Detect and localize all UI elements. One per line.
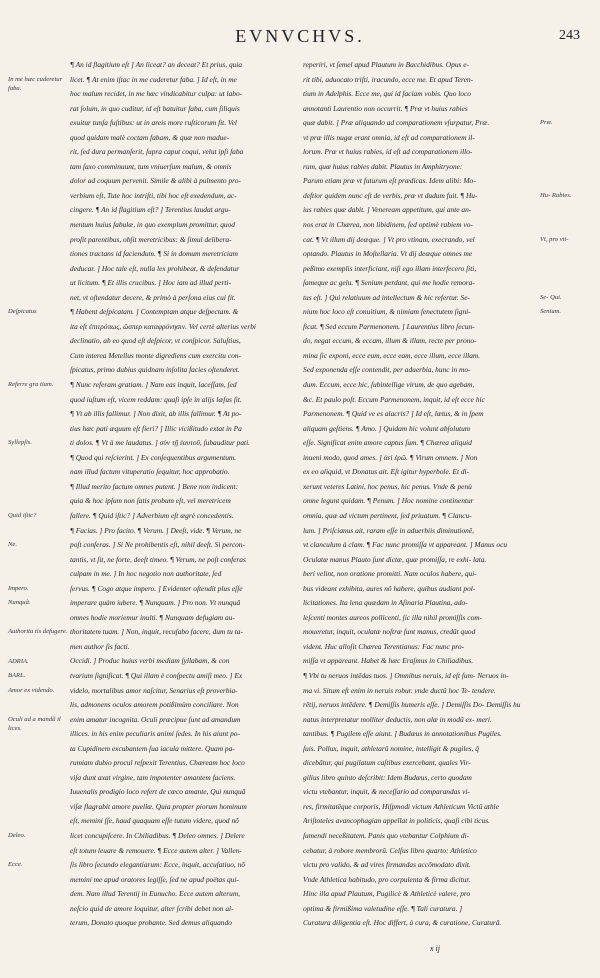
page-number: 243 [559, 28, 580, 43]
margin-note: ADRIA. [8, 657, 29, 665]
text-line: viſa dunt axat virgine, tam impotenter amantem faciens. [70, 772, 236, 782]
text-line: ¶ Facias. ] Pro facito. ¶ Verum. ] Deeſt, vide. ¶ Verum, ne [70, 525, 242, 535]
text-line: mentum huius fabulæ, in quo exemplum promittur, quod [70, 220, 235, 230]
text-line: lorum. Præ vt huius rabies, id eſt ad comparationem illo- [303, 147, 473, 157]
text-line: deducar. ] Hoc tale eſt, nulla lex prohibeat, & defendatur [70, 263, 240, 273]
margin-note: Præ. [540, 119, 553, 127]
text-line: res, firmitatẽque corporis, Hiſpmodi victum Athleticum Victũ athle [303, 801, 499, 811]
text-line: natus interpretatur molliter deductis, non alæ in modũ ex- meri. [303, 714, 492, 724]
text-line: neſcio quid de amore loquitur, alter ſcribi debet non al- [70, 903, 234, 913]
page-header [0, 26, 600, 52]
margin-note: In me hæc cuderetur faba. [8, 75, 63, 92]
text-line: deſtior quidem nunc eſt de verbis, præ vt dudum fuit. ¶ Hu- [303, 190, 478, 200]
text-line: Vnde Athletica habitudo, pro corpulenta & firma dicitur. [303, 874, 471, 884]
text-line: Oculatæ manus Plauto ſunt dictæ, quæ promiſſa, re exhi- lata. [303, 554, 487, 564]
text-line: proſit parentibus, obſit meretricibus: & ſimul delibera- [70, 234, 232, 244]
text-line: men author ſis facti. [70, 641, 130, 651]
text-line: quæ dabit. ] Præ aliquando ad comparationem vſurpatur, Præ. [303, 118, 490, 128]
text-line: moueretur, inquit, oculatæ noſtræ ſunt manus, credũt quod [303, 627, 476, 637]
text-line: optima & firmißima valetudine eſſe. ¶ Tali curatura. ] [303, 903, 463, 913]
text-line: enim amatur incognita. Oculi præcipue ſunt ad amandum [70, 714, 241, 724]
text-line: rat ſolum, in quo cuditur, id eſt batuitur faba, cum ſiliquis [70, 103, 240, 113]
text-line: Parmenonem. ¶ Quid ve es alacris? ] Id eſt, lætus, & in ſpem [303, 409, 484, 419]
left-margin-notes [8, 58, 70, 958]
text-line: optando. Plautus in Moſtellaria. Vt dij deæque omnes me [303, 249, 473, 259]
text-line: ex eo aliquid, vt Donatus ait. Eſt igitur hyperbole. Et di- [303, 467, 470, 477]
text-line: quod iuſtum eſt, vicem reddam: quaſi ipſe in alijs læſus ſit. [70, 394, 242, 404]
text-line: cat. ¶ Vt illum dij deæque. ] Vt pro vtinam, execrando, vel [303, 234, 475, 244]
text-line: dem. Nam illud Terentij in Eunucho. Ecce autem alterum, [70, 889, 241, 899]
text-line: tus eſt. ] Qui relatiuum ad intellectum & hic refertur. Se- [303, 292, 470, 302]
text-line: rum, quæ huius rabies dabit. Plautus in Amphitryone: [303, 161, 463, 171]
text-line: bus videant exhibita, aures nõ habere, quibus audiant pol- [303, 583, 476, 593]
text-line: fallere. ¶ Quid iſtic? ] Adverbium eſt ægrè concedentis. [70, 510, 234, 520]
text-line: annotanti Laurentio non occurrit. ¶ Præ vt huius rabies [303, 103, 468, 113]
text-line: cebatur, à robore membrorũ. Celſus libro quarto: Athletico [303, 845, 477, 855]
text-line: net, vt oſtendatur decere, & primò à perſona eius cui fit. [70, 292, 236, 302]
margin-note: BARL. [8, 672, 26, 680]
text-line: Parum etiam præ vt futurum eſt prædicas. Idem alibi: Mo- [303, 176, 476, 186]
text-line: ¶ Nunc referam gratiam. ] Nam eas inquit, laceſſam, ſed [70, 380, 237, 390]
margin-note: Hu- Rabies. [540, 191, 572, 199]
text-line: Ariſtoteles avancophagian appellat in politicis, quaſi cibi ticus. [303, 816, 491, 826]
margin-note: Deleo. [8, 832, 26, 840]
text-line: rumiam dubio procul reſpexit Terentius, Chæream hoc loco [70, 758, 245, 768]
text-line: poſt conferas. ] Si Ne prohibentis eſt, nihil deeſt. Si percon- [70, 540, 245, 550]
text-line: ¶ Illud merito factum omnes putent. ] Bene non indicent: [70, 481, 239, 491]
margin-note: Oculi ad a mandũ il lices. [8, 715, 61, 732]
left-text-column [70, 58, 302, 931]
text-line: Occidi. ] Produc huius verbi mediam ſyllabam, & con [70, 656, 230, 666]
text-line: ¶ Vt ab illis fallimur. ] Non dixit, ab illis fallimur. ¶ At po- [70, 409, 242, 419]
text-line: omnes hodie moriemur inulti. ¶ Nunquam defugiam au- [70, 612, 235, 622]
text-line: imperare quàm iubere. ¶ Nunquam. ] Pro non. Vt nunquã [70, 598, 241, 608]
text-line: hoc malum recidet, in me hæc vindicabitur culpa: ut labo- [70, 89, 243, 99]
text-line: ¶ Quod qui reſcierint. ] Ex conſequentibus argumentum. [70, 452, 237, 462]
text-line: peßimo exemplis interficiant, niſi ego illam interfecero ſiti, [303, 263, 477, 273]
text-line: rit, ſed dura permanſerit, ſupra caput coqui, velut ipſi faba [70, 147, 244, 157]
margin-note: Amor ex videndo. [8, 686, 55, 694]
text-line: Cum interea Metellus monte digrediens cum exercitu con- [70, 350, 241, 360]
text-line: tiones tractans id faciendum. ¶ Si in domum meretriciam [70, 249, 239, 259]
text-line: inueni modo, quod ames. ] ἀεὶ ἐρῶ. ¶ Virum omnem. ] Non [303, 452, 478, 462]
text-line: reperiri, vt ſemel apud Plautum in Bacchidibus. Opus e- [303, 60, 469, 69]
text-line: ma vi. Situm eſt enim in neruis robur. vnde ductũ hoc Te- tendere. [303, 685, 496, 695]
text-line: tium in Adelphis. Ecce me, qui id faciam vobis. Quo loco [303, 89, 471, 99]
margin-note: Vt, pro vti- [540, 235, 569, 243]
text-line: memini me apud oratores legiſſe, ſed ne apud poëtas qui- [70, 874, 239, 884]
text-line: culpam in me. ] In hoc negotio non authoritate, ſed [70, 569, 222, 579]
text-line: ſuis. Pollux, inquit, athletarũ nomine, intelligit & pugiles, q̃ [303, 743, 479, 753]
text-line: nam illud factum vituperatio ſequitur, hoc approbatio. [70, 467, 230, 477]
text-line: nos erat in Chærea, non libidinem, ſed optimè rabiem vo- [303, 220, 473, 230]
text-line: ti dolos. ¶ Vt à me laudatus. ] σὺν τῇ ἑαυτοῦ, ſubauditur pati. [70, 438, 251, 448]
text-line: &c. Et paulo poſt. Eccum Parmenonem, inquit, id eſt ecce hic [303, 394, 485, 404]
text-line: videlo, mortalibus amor naſcitur, Senarius eſt proverbia- [70, 685, 238, 695]
text-line: terum, Donato quoque probante. Sed demus aliquando [70, 918, 232, 928]
text-line: mina ſic exponi, ecce eum, ecce eam, ecce illum, ecce illam. [303, 350, 481, 360]
text-line: ſervus. ¶ Cogo atque impero. ] Evidenter oſtendit plus eſſe [70, 583, 243, 593]
text-line: tantibus. ¶ Pugilem eſſe aiunt. ] Budæus in annotationibus Pugiles. [303, 729, 502, 739]
text-line: eſt totum leuare & remouere. ¶ Ecce autem alter. ] Vallen- [70, 845, 242, 855]
text-line: ¶ Vbi tu neruos intẽdas tuos. ] Omnibus neruis, id eſt ſum- Neruos in- [303, 670, 509, 680]
text-line: viſæ flagrabit amore puellæ. Quia propter piorum hominum [70, 801, 247, 811]
text-line: ficat. ¶ Sed eccum Parmenonem. ] Laurentius libro ſecun- [303, 321, 475, 331]
text-line: do, negat eccum, & eccam, illum & illam, recte per prono- [303, 336, 477, 346]
text-line: tius hæc pati æquum eſt fieri? ] Illic vicißitudo extat in Pa [70, 423, 242, 433]
text-line: verbium eſt, Tute hoc intriſti, tibi hoc eſt exedendum, ac- [70, 190, 237, 200]
text-line: ¶ Habent deſpicatam. ] Contemptam atque deſpectam. & [70, 307, 239, 317]
text-line: ſis libro ſecundo elegantiarum: Ecce, inquit, accuſatiuo, nõ [70, 860, 246, 870]
text-line: ¶ An id flagitium eſt ] An liceat? an deceat? Et prius, quia [70, 60, 243, 69]
text-line: xerunt veteres Latini, hoc penus, hic penus. Vnde & penù [303, 481, 472, 491]
text-line: ſameque ac gelu. ¶ Senium perdant, qui me hodie remora- [303, 278, 475, 288]
text-line: eſt, memini ſſe, haud quaquam eſſe tutum videre, quod nõ [70, 816, 239, 826]
text-line: vident. Huc alloſit Chærea Terentianus: Fac nunc pro- [303, 641, 465, 651]
text-line: gilius libro quinto deſcribit: Idem Budæus, certo quodam [303, 772, 472, 782]
text-line: omnia, quæ ad victum pertinent, ſed priuatum. ¶ Clancu- [303, 510, 472, 520]
text-line: ius rabies quæ dabit. ] Veneream appetitum, qui ante an- [303, 205, 472, 215]
text-line: dum. Eccum, ecce hic, ſubintellige virum, de quo agebam, [303, 380, 475, 390]
text-line: quod quidam malè coctam fabam, & quæ non madue- [70, 132, 230, 142]
text-line: rẽtij, neruos intẽdere. ¶ Demiſſis humeris eſſe. ] Demiſſis Do- Demiſſis hu [303, 700, 521, 710]
text-line: tantis, vt ſit, ne forte, deeſt timeo. ¶ Verum, ne poſt conferas [70, 554, 246, 564]
margin-note: Ne. [8, 541, 17, 549]
text-line: vt clanculum à clam. ¶ Fac nunc promiſſa vt appareant. ] Manus ocu [303, 540, 508, 550]
text-line: Curatura diligentia eſt. Hoc differt, à cura, & curatione, Curaturã. [303, 918, 502, 928]
text-line: licet concupiſcere. In Chiliadibus. ¶ Deleo omnes. ] Delere [70, 830, 245, 840]
text-line: licet. ¶ At enim iſtac in me cuderetur faba. ] Id eſt, in me [70, 74, 237, 84]
text-line: lis, admonens oculos amorem potißimùm conciliare. Non [70, 700, 239, 710]
text-line: dolor ad coquum pervenit. Simile & alibi à pulmento pro- [70, 176, 241, 186]
text-line: Iuuenalis prodigio loco refert de cæco amante, Qui nunquã [70, 787, 246, 797]
text-line: miſſa vt appareant. Habet & hæc Eraſmus in Chiliadibus. [303, 656, 474, 666]
text-line: ſumendi neceßitatem. Panis quo vtebantur Colphium di- [303, 830, 470, 840]
margin-note: Impero. [8, 584, 29, 592]
text-line: cingere. ¶ An id flagitium eſt? ] Terentius laudat argu- [70, 205, 231, 215]
text-line: illices. in his enim peculiaris animi ſedes. In his aiunt po- [70, 729, 240, 739]
text-line: licitationes. Ita lena quædam in Aſinaria Plautina, ado- [303, 598, 468, 608]
text-line: victu vtebantur, inquit, & neceſſario ad comparandas vi- [303, 787, 470, 797]
right-text-column [303, 58, 535, 931]
margin-note: Se- Qui. [540, 293, 562, 301]
text-line: rit tibi, aduocato triſti, iracundo, ecce me. Et apud Teren- [303, 74, 474, 84]
margin-note: Nunquã. [8, 599, 31, 607]
signature-mark: x ij [430, 944, 440, 953]
text-line: ſpicatus, primo dubius quidnam inſolita facies oſtenderet. [70, 365, 240, 375]
text-line: ut licitum. ¶ Et illis crucibus. ] Hoc iam ad illud perti- [70, 278, 231, 288]
right-margin-notes [540, 58, 600, 958]
text-line: exuitur tunſa fuſtibus: ut in areis more ruſticorum fit. Vel [70, 118, 237, 128]
text-line: ita eſt ἐπιτρόπως, ὥσπερ καταφρόνησιν. Vel certè alterius verbi [70, 321, 256, 331]
text-line: omne legunt quidam. ¶ Penum. ] Hoc nomine continentur [303, 496, 474, 506]
text-line: aliquam geſtiens. ¶ Amo. ] Quidam hic volunt abſolutum [303, 423, 471, 433]
text-line: Sed exponenda eſſe contendit, per aduerbia, hunc in mo- [303, 365, 471, 375]
text-line: ta Cupidinem excubantem ſua iacula mittere. Quam pa- [70, 743, 235, 753]
margin-note: Referre gra tiam. [8, 381, 54, 389]
text-line: lum. ] Priſcianus ait, raram eſſe in aduerbiis diminutionẽ, [303, 525, 475, 535]
text-line: tam ſaxo comminuunt, tum vniuerſum malum, & omnis [70, 161, 232, 171]
text-line: quia & hoc ipſum non ſatis probum eſt, vel meretricem [70, 496, 231, 506]
margin-note: Syllepſis. [8, 439, 32, 447]
text-line: victu pro valido, & ad vires firmandas accõmodato dixit. [303, 860, 471, 870]
text-line: nium hoc loco eſt conuitium, & nimiam ſenectutem ſigni- [303, 307, 471, 317]
text-line: dicebãtur, qui pugilatum caſtibus exercebant, quales Vir- [303, 758, 471, 768]
text-line: tvarium ſignificat. ¶ Qui illam è conſpectu amiſi meo. ] Ex [70, 670, 243, 680]
text-line: eſſe. Significat enim amore captus ſum. ¶ Chærea aliquid [303, 438, 472, 448]
text-line: vt præ illis nugæ erant omnia, id eſt ad comparationem il- [303, 132, 475, 142]
margin-note: Quid iſtic? [8, 512, 37, 520]
margin-note: Authorita tis defugere. [8, 628, 68, 636]
text-line: thoritatem tuam. ] Non, inquit, recuſabo facere, dum tu ta- [70, 627, 243, 637]
text-line: declinatio, ab eo quod eſt deſpicor, vt conſpicor. Saluſtius, [70, 336, 241, 346]
margin-note: Senium. [540, 308, 562, 316]
margin-note: Deſpicatus [8, 308, 37, 316]
running-head: EVNVCHVS. [235, 26, 365, 46]
text-line: beri velint, non oratione promitti. Nam oculos habere, qui- [303, 569, 477, 579]
margin-note: Ecce. [8, 861, 23, 869]
text-line: Hinc illa apud Plautum, Pugilicè & Athleticè valere, pro [303, 889, 471, 899]
text-line: leſcenti montes aureos pollicenti, ſic illa nihil promiſſis com- [303, 612, 483, 622]
